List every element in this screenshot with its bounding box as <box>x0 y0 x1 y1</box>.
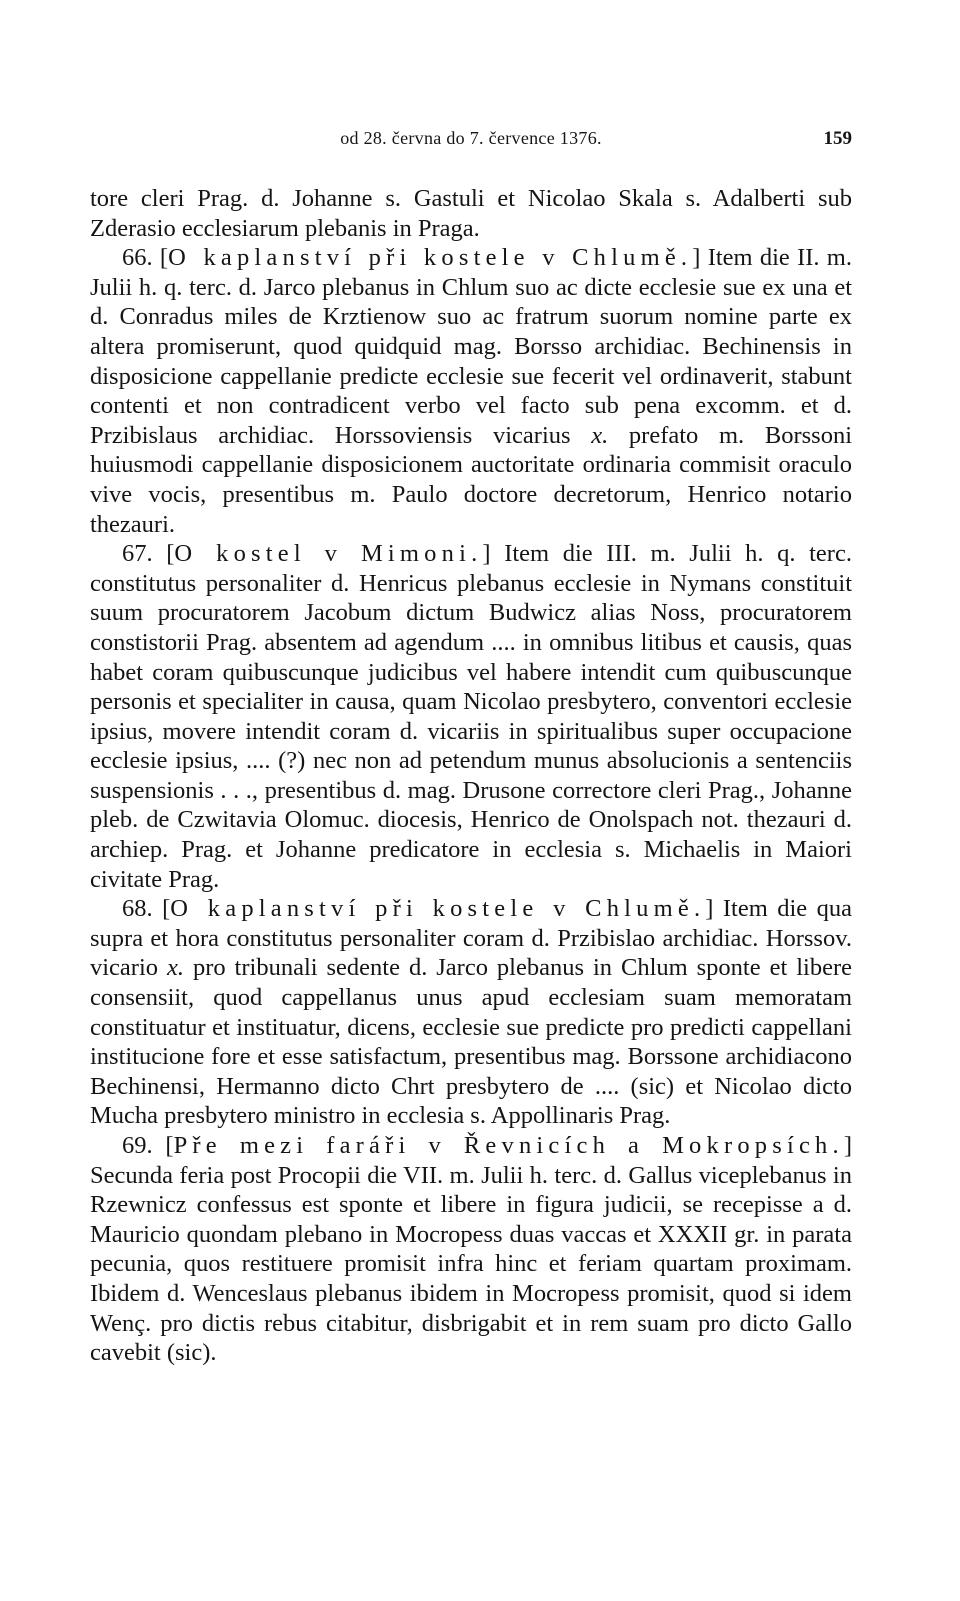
entry-66 <box>90 243 852 539</box>
paragraph-continuation <box>90 184 852 243</box>
abbrev-mark: x. <box>166 954 184 982</box>
page-body <box>90 184 852 1368</box>
entry-text: pro tribunali sedente d. Jarco plebanus in Chlum sponte et libere consensiit, quod cappellanus unus apud ecclesiam suam memoratam constituatur et instituatur, dicens, ecclesie sue predicte pro predicti cappellani institucione fore et esse satisfactum, presentibus mag. Borssone archidiacono Bechinensi, Hermanno dicto Chrt presbytero de .... (sic) et Nicolao dicto Mucha presbytero ministro in ecclesia s. Appollinaris Prag. <box>90 954 852 1130</box>
entry-number: 67. [ <box>122 540 175 568</box>
page-header <box>90 128 852 154</box>
entry-heading: O kaplanství při kostele v Chlumě. <box>168 244 693 272</box>
entry-heading: Pře mezi faráři v Řevnicích a Mokropsích. <box>173 1132 844 1159</box>
entry-number: 68. [ <box>122 895 171 923</box>
paragraph-text: tore cleri Prag. d. Johanne s. Gastuli et Nicolao Skala s. Adalberti sub Zderasio ecclesiarum plebanis in Praga. <box>90 185 852 242</box>
entry-heading: O kaplanství při kostele v Chlumě. <box>170 895 706 923</box>
entry-number: 69. [ <box>122 1132 174 1159</box>
page-number: 159 <box>823 128 852 149</box>
entry-text: ] Item die qua supra et hora constitutus personaliter coram d. Przibislao archidiac. Horssov. vicario <box>90 895 852 982</box>
entry-67 <box>90 539 852 894</box>
entry-text: ] Secunda feria post Procopii die VII. m. Julii h. terc. d. Gallus viceplebanus in Rzewnicz confessus est sponte et libere in figura judicii, se recepisse a d. Mauricio quondam plebano in Mocropess duas vaccas et XXXII gr. in parata pecunia, quos restituere promisit infra hinc et feriam quartam proximam. Ibidem d. Wenceslaus plebanus ibidem in Mocropess promisit, quod si idem Wenç. pro dictis rebus citabitur, disbrigabit et in rem suam pro dicto Gallo cavebit (sic). <box>90 1132 852 1367</box>
entry-text: prefato m. Borssoni huiusmodi cappellanie disposicionem auctoritate ordinaria commisit oraculo vive vocis, presentibus m. Paulo doctore decretorum, Henrico notario thezauri. <box>90 421 852 538</box>
running-head: od 28. června do 7. července 1376. <box>340 128 602 148</box>
entry-text: ] Item die II. m. Julii h. q. terc. d. Jarco plebanus in Chlum suo ac dicte ecclesie sue ex una et d. Conradus miles de Krztienow suo ac fratrum suorum nomine parte ex altera promiserunt, quod quidquid mag. Borsso archidiac. Bechinensis in disposicione cappellanie predicte ecclesie sue fecerit vel ordinaverit, stabunt contenti et non contradicent verbo vel facto sub pena excomm. et d. Przibislaus archidiac. Horssoviensis vicarius <box>90 244 852 449</box>
entry-heading: O kostel v Mimoni. <box>174 540 483 568</box>
entry-number: 66. [ <box>122 244 169 272</box>
abbrev-mark: x. <box>591 421 609 449</box>
entry-text: ] Item die III. m. Julii h. q. terc. constitutus personaliter d. Henricus plebanus ecclesie in Nymans constituit suum procuratorem Jacobum dictum Budwicz alias Noss, procuratorem constistorii Prag. absentem ad agendum .... in omnibus litibus et causis, quas habet coram quibuscunque judicibus vel habere intendit cum quibuscunque personis et specialiter in causa, quam Nicolao presbytero, conventori ecclesie ipsius, movere intendit coram d. vicariis in spiritualibus super occupacione ecclesie ipsius, .... (?) nec non ad petendum munus absolucionis a sentenciis suspensionis . . ., presentibus d. mag. Drusone correctore cleri Prag., Johanne pleb. de Czwitavia Olomuc. diocesis, Henrico de Onolspach not. thezauri d. archiep. Prag. et Johanne predicatore in ecclesia s. Michaelis in Maiori civitate Prag. <box>90 540 852 893</box>
entry-68 <box>90 894 852 1131</box>
entry-69 <box>90 1131 852 1368</box>
